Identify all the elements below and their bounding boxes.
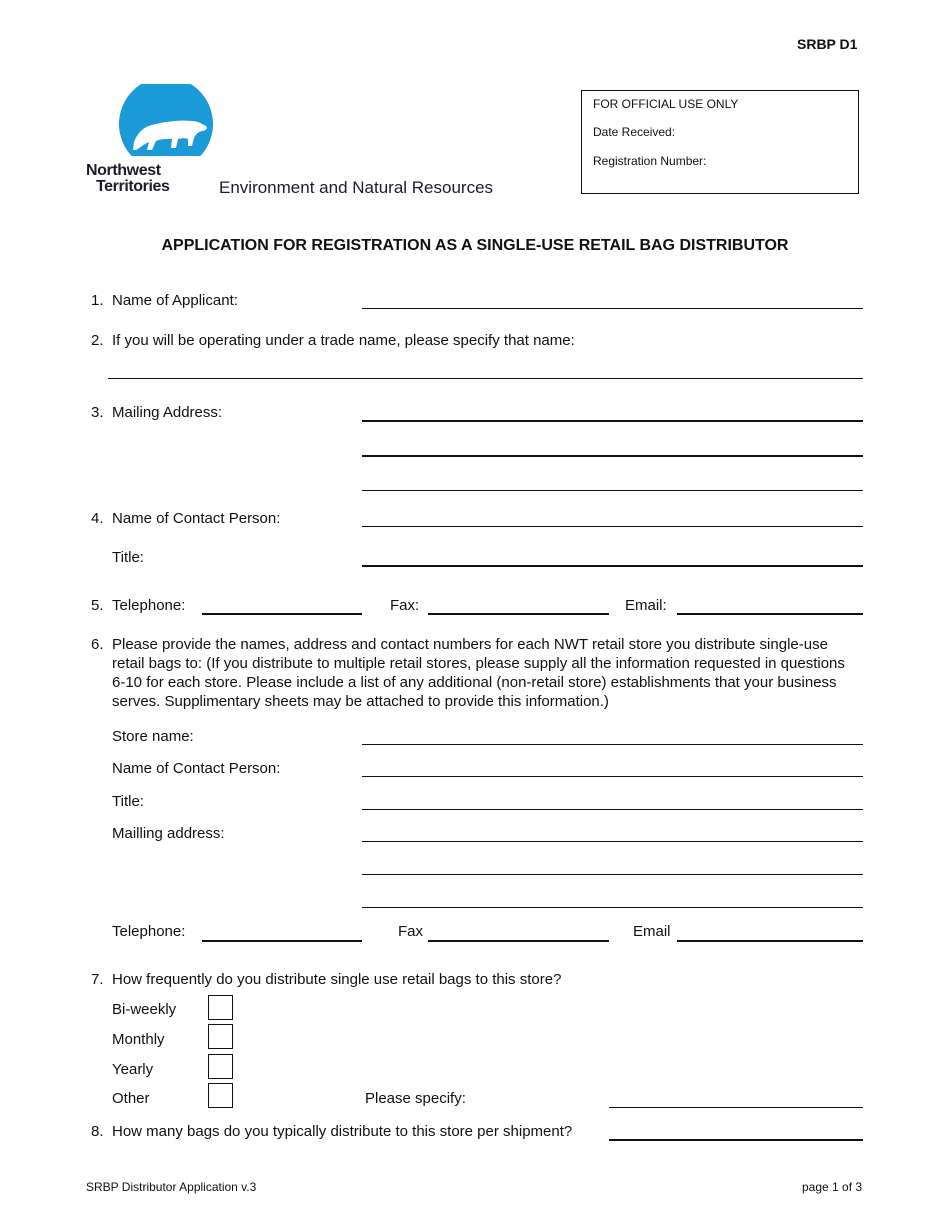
logo-line1: Northwest	[86, 162, 161, 179]
telephone-field[interactable]	[202, 613, 362, 615]
store-fax-field[interactable]	[428, 940, 609, 942]
store-name-label: Store name:	[112, 728, 194, 745]
store-email-label: Email	[633, 923, 671, 940]
store-contact-label: Name of Contact Person:	[112, 760, 281, 777]
bags-per-shipment-field[interactable]	[609, 1139, 863, 1141]
q5-email-label: Email:	[625, 597, 667, 614]
q4-number: 4.	[91, 510, 104, 527]
q7-label: How frequently do you distribute single use retail bags to this store?	[112, 971, 562, 988]
q3-number: 3.	[91, 404, 104, 421]
option-other-label: Other	[112, 1090, 150, 1107]
form-code: SRBP D1	[797, 36, 858, 52]
store-telephone-field[interactable]	[202, 940, 362, 942]
q5-telephone-label: Telephone:	[112, 597, 186, 614]
polar-bear-circle-icon	[116, 84, 216, 168]
q6-number: 6.	[91, 636, 104, 653]
yearly-checkbox[interactable]	[208, 1054, 233, 1079]
other-specify-field[interactable]	[609, 1107, 863, 1108]
fax-field[interactable]	[428, 613, 609, 615]
store-title-label: Title:	[112, 793, 144, 810]
store-telephone-label: Telephone:	[112, 923, 186, 940]
official-heading: FOR OFFICIAL USE ONLY	[593, 97, 739, 111]
department-name: Environment and Natural Resources	[219, 178, 494, 197]
nwt-logo	[86, 84, 556, 199]
store-address-line-2[interactable]	[362, 874, 863, 875]
q6-instructions: Please provide the names, address and contact numbers for each NWT retail store you distribute single-use retail bags to: (If you distribute to multiple retail stores, please supply all the information requested in questions 6-10 for each store. Please include a list of any additional (non-retail store) establishments that your business serves. Supplimentary sheets may be attached to provide this information.)	[112, 636, 845, 710]
email-field[interactable]	[677, 613, 863, 615]
option-yearly-label: Yearly	[112, 1061, 154, 1078]
mailing-address-line-2[interactable]	[362, 455, 863, 457]
official-use-box	[581, 90, 859, 194]
q5-fax-label: Fax:	[390, 597, 420, 614]
q3-label: Mailing Address:	[112, 404, 223, 421]
option-monthly-label: Monthly	[112, 1031, 165, 1048]
store-contact-field[interactable]	[362, 776, 863, 777]
contact-title-field[interactable]	[362, 565, 863, 567]
logo-line2: Territories	[96, 178, 170, 195]
trade-name-field[interactable]	[108, 378, 863, 379]
q4-title-label: Title:	[112, 549, 144, 566]
store-fax-label: Fax	[398, 923, 424, 940]
q8-label: How many bags do you typically distribute to this store per shipment?	[112, 1123, 573, 1140]
store-email-field[interactable]	[677, 940, 863, 942]
store-address-line-1[interactable]	[362, 841, 863, 842]
q5-number: 5.	[91, 597, 104, 614]
monthly-checkbox[interactable]	[208, 1024, 233, 1049]
q1-number: 1.	[91, 292, 104, 309]
date-received-label: Date Received:	[593, 125, 676, 139]
store-title-field[interactable]	[362, 809, 863, 810]
q4-label: Name of Contact Person:	[112, 510, 281, 527]
page-title: APPLICATION FOR REGISTRATION AS A SINGLE-USE RETAIL BAG DISTRIBUTOR	[161, 237, 789, 254]
registration-number-label: Registration Number:	[593, 154, 707, 168]
option-biweekly-label: Bi-weekly	[112, 1001, 177, 1018]
please-specify-label: Please specify:	[365, 1090, 466, 1107]
footer-version: SRBP Distributor Application v.3	[86, 1180, 257, 1194]
biweekly-checkbox[interactable]	[208, 995, 233, 1020]
q2-number: 2.	[91, 332, 104, 349]
store-name-field[interactable]	[362, 744, 863, 745]
q8-number: 8.	[91, 1123, 104, 1140]
contact-person-field[interactable]	[362, 526, 863, 527]
store-mailing-label: Mailling address:	[112, 825, 225, 842]
other-checkbox[interactable]	[208, 1083, 233, 1108]
applicant-name-field[interactable]	[362, 308, 863, 309]
q7-number: 7.	[91, 971, 104, 988]
q2-label: If you will be operating under a trade name, please specify that name:	[112, 332, 575, 349]
footer-page-number: page 1 of 3	[802, 1180, 863, 1194]
mailing-address-line-1[interactable]	[362, 420, 863, 422]
q1-label: Name of Applicant:	[112, 292, 238, 309]
mailing-address-line-3[interactable]	[362, 490, 863, 491]
store-address-line-3[interactable]	[362, 907, 863, 908]
